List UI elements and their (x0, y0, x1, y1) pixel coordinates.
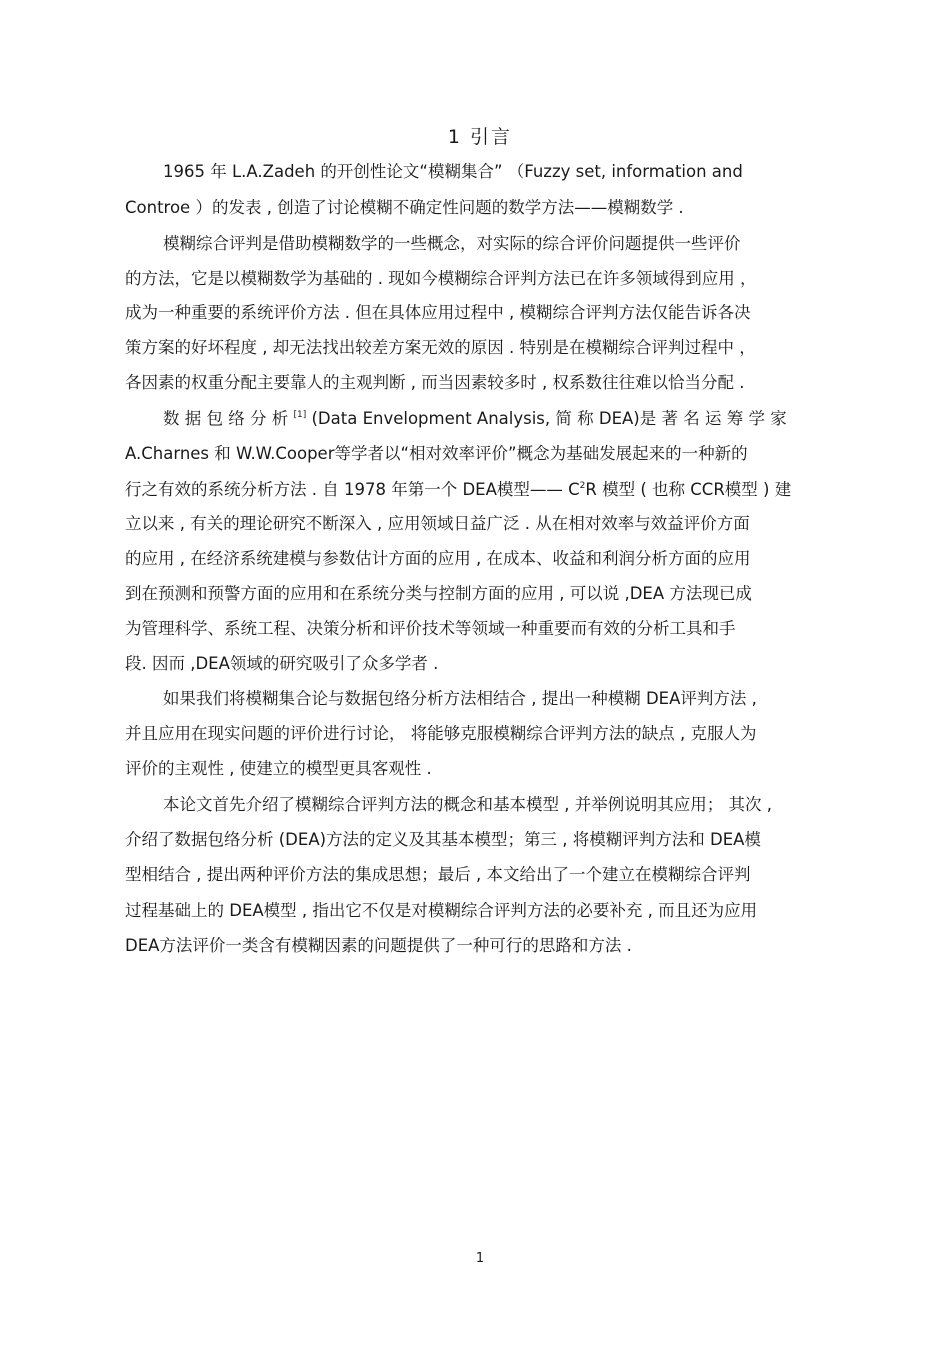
text-line (125, 479, 845, 501)
text-line: 1965 年 L.A.Zadeh 的开创性论文“模糊集合” （Fuzzy set, information and (163, 162, 743, 181)
text-line: 各因素的权重分配主要靠人的主观判断 , 而当因素较多时 , 权系数往往难以恰当分配 . (125, 373, 745, 392)
text-line: 过程基础上的 DEA模型 , 指出它不仅是对模糊综合评判方法的必要补充 , 而且还为应用 (125, 901, 758, 920)
text-line: 型相结合 , 提出两种评价方法的集成思想；最后 , 本文给出了一个建立在模糊综合评判 (125, 865, 751, 884)
text-line: 模糊综合评判是借助模糊数学的一些概念，对实际的综合评价问题提供一些评价 (163, 234, 741, 253)
text-line: 策方案的好坏程度 , 却无法找出较差方案无效的原因 . 特别是在模糊综合评判过程中 ， (125, 338, 756, 357)
text-segment: (Data Envelopment Analysis, 简 称 DEA)是 著 名 运 筹 学 家 (311, 409, 787, 428)
text-line: 的方法，它是以模糊数学为基础的 . 现如今模糊综合评判方法已在许多领域得到应用 ， (125, 269, 757, 288)
text-line: 评价的主观性 , 使建立的模型更具客观性 . (125, 759, 432, 778)
text-line: 如果我们将模糊集合论与数据包络分析方法相结合 , 提出一种模糊 DEA评判方法 , (163, 689, 757, 708)
text-line: 段. 因而 ,DEA领域的研究吸引了众多学者 . (125, 654, 439, 673)
superscript: 2 (579, 481, 586, 491)
text-line: DEA方法评价一类含有模糊因素的问题提供了一种可行的思路和方法 . (125, 936, 632, 955)
text-segment: 行之有效的系统分析方法 . 自 1978 年第一个 DEA模型—— C (125, 480, 580, 499)
text-line: 为管理科学、系统工程、决策分析和评价技术等领域一种重要而有效的分析工具和手 (125, 619, 736, 638)
citation-marker: [1] (293, 410, 307, 420)
text-line: 并且应用在现实问题的评价进行讨论， 将能够克服模糊综合评判方法的缺点 , 克服人为 (125, 724, 757, 743)
section-title: 1 引言 (447, 126, 513, 148)
text-line: 的应用 , 在经济系统建模与参数估计方面的应用 , 在成本、收益和利润分析方面的应用 (125, 549, 751, 568)
text-line: 立以来 , 有关的理论研究不断深入 , 应用领域日益广泛 . 从在相对效率与效益评价方面 (125, 514, 750, 533)
text-line: 成为一种重要的系统评价方法 . 但在具体应用过程中 , 模糊综合评判方法仅能告诉各决 (125, 303, 751, 322)
text-line: Controe ）的发表 , 创造了讨论模糊不确定性问题的数学方法——模糊数学 . (125, 198, 684, 217)
text-line: 到在预测和预警方面的应用和在系统分类与控制方面的应用 , 可以说 ,DEA 方法现已成 (125, 584, 752, 603)
text-line: 本论文首先介绍了模糊综合评判方法的概念和基本模型 , 并举例说明其应用； 其次 , (163, 795, 772, 814)
text-line (163, 408, 845, 430)
text-line: 介绍了数据包络分析 (DEA)方法的定义及其基本模型；第三 , 将模糊评判方法和 DEA模 (125, 830, 761, 849)
page-number: 1 (475, 1251, 485, 1266)
text-segment: R 模型 ( 也称 CCR模型 ) 建 (585, 480, 792, 499)
text-segment: 数 据 包 络 分 析 (163, 409, 289, 428)
text-line: A.Charnes 和 W.W.Cooper等学者以“相对效率评价”概念为基础发展起来的一种新的 (125, 444, 748, 463)
